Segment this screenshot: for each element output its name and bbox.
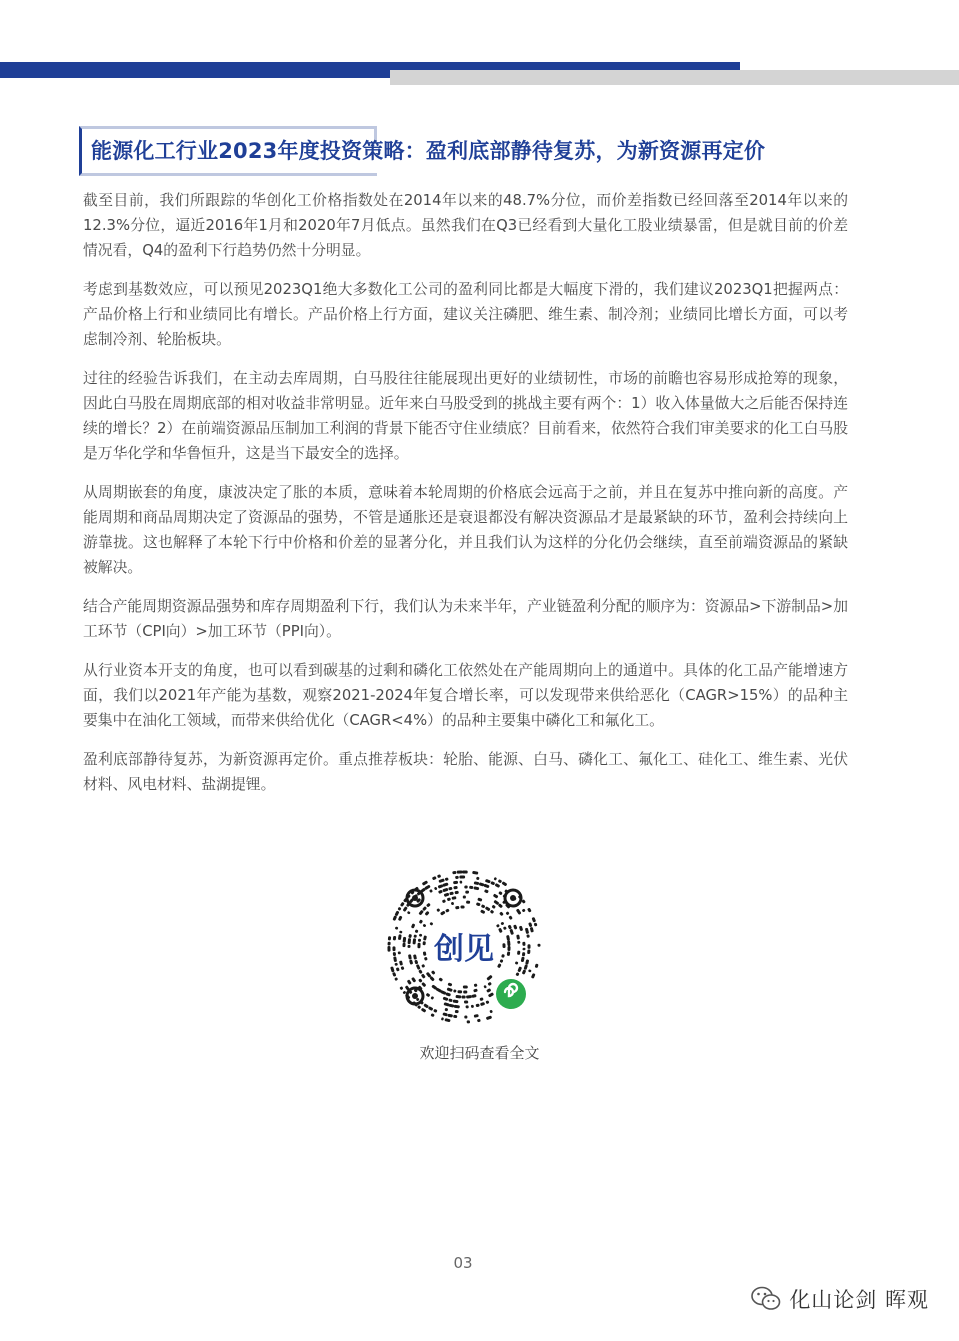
qr-module bbox=[491, 905, 496, 909]
qr-module bbox=[445, 908, 450, 912]
qr-module bbox=[392, 915, 397, 921]
qr-module bbox=[484, 889, 489, 893]
qr-module bbox=[467, 1020, 470, 1023]
qr-module bbox=[509, 929, 514, 935]
qr-module bbox=[493, 900, 499, 906]
qr-module bbox=[403, 937, 407, 943]
qr-module bbox=[432, 876, 437, 880]
qr-module bbox=[455, 1010, 459, 1013]
qr-module bbox=[525, 959, 529, 965]
qr-module bbox=[528, 922, 532, 927]
qr-module bbox=[503, 926, 507, 930]
qr-module bbox=[531, 973, 536, 979]
qr-module bbox=[440, 911, 446, 916]
qr-module bbox=[414, 960, 418, 965]
qr-module bbox=[444, 1008, 448, 1012]
qr-module bbox=[397, 907, 401, 911]
qr-module bbox=[447, 987, 453, 992]
qr-module bbox=[535, 963, 539, 968]
qr-module bbox=[403, 906, 408, 912]
qr-module bbox=[498, 879, 503, 883]
qr-module bbox=[466, 1005, 469, 1008]
qr-module bbox=[453, 989, 456, 993]
qr-module bbox=[463, 990, 467, 993]
qr-module bbox=[442, 888, 448, 893]
qr-module bbox=[471, 994, 476, 998]
header-gray-bar bbox=[390, 70, 959, 85]
qr-module bbox=[430, 1013, 434, 1017]
qr-module bbox=[448, 998, 452, 1002]
qr-module bbox=[460, 905, 464, 908]
qr-module bbox=[401, 966, 405, 970]
qr-module bbox=[444, 1018, 450, 1022]
qr-module bbox=[486, 975, 492, 981]
qr-module bbox=[464, 1015, 467, 1018]
qr-module bbox=[452, 871, 456, 874]
qr-module bbox=[464, 1000, 468, 1003]
qr-module bbox=[447, 897, 451, 901]
qr-module bbox=[462, 996, 466, 999]
qr-module bbox=[522, 948, 525, 951]
qr-module bbox=[418, 939, 421, 942]
qr-module bbox=[411, 923, 415, 928]
qr-module bbox=[486, 1015, 492, 1020]
qr-module bbox=[394, 963, 398, 966]
qr-module bbox=[480, 1002, 485, 1006]
qr-finder-dot bbox=[412, 993, 418, 999]
qr-module bbox=[524, 964, 528, 970]
qr-finder-dot bbox=[510, 895, 516, 901]
qr-module bbox=[423, 1003, 429, 1008]
qr-module bbox=[522, 942, 525, 946]
qr-module bbox=[479, 882, 485, 886]
qr-module bbox=[460, 881, 463, 884]
qr-module bbox=[449, 1004, 455, 1008]
qr-module bbox=[466, 995, 472, 999]
title-box bbox=[79, 126, 879, 176]
qr-module bbox=[537, 944, 540, 947]
qr-module bbox=[474, 983, 478, 987]
qr-module bbox=[459, 875, 465, 878]
qr-module bbox=[455, 995, 461, 999]
qr-module bbox=[465, 891, 469, 894]
qr-module bbox=[442, 882, 448, 887]
qr-module bbox=[438, 878, 445, 883]
qr-module bbox=[392, 946, 395, 951]
qr-module bbox=[522, 969, 527, 974]
mini-program-icon bbox=[496, 979, 526, 1009]
qr-module bbox=[426, 993, 431, 998]
qr-module bbox=[481, 904, 486, 908]
qr-module bbox=[415, 929, 419, 933]
mini-program-qr-code[interactable] bbox=[385, 868, 543, 1026]
qr-module bbox=[422, 880, 428, 886]
wechat-icon bbox=[751, 1286, 781, 1312]
qr-module bbox=[413, 954, 417, 960]
qr-module bbox=[453, 999, 459, 1003]
paragraph: 考虑到基数效应，可以预见2023Q1绝大多数化工公司的盈利同比都是大幅度下滑的，我们建议2023Q1把握两点：产品价格上行和业绩同比有增长。产品价格上行方面，建议关注磷肥、维生素、制冷剂；业绩同比增长方面，可以考虑制冷剂、轮胎板块。 bbox=[83, 281, 848, 348]
qr-module bbox=[434, 887, 438, 891]
qr-finder-dot bbox=[412, 895, 418, 901]
paragraph: 从周期嵌套的角度，康波决定了胀的本质，意味着本轮周期的价格底会远高于之前，并且在复苏中推向新的高度。产能周期和商品周期决定了资源品的强势，不管是通胀还是衰退都没有解决资源品才是最紧缺的环节，盈利会持续向上游靠拢。这也解释了本轮下行中价格和价差的显著分化，并且我们认为这样的分化仍会继续，直至前端资源品的紧缺被解决。 bbox=[83, 484, 848, 576]
qr-module bbox=[392, 972, 396, 977]
qr-module bbox=[445, 992, 451, 996]
qr-module bbox=[418, 969, 423, 974]
qr-module bbox=[393, 952, 396, 956]
qr-module bbox=[521, 957, 525, 963]
qr-module bbox=[502, 943, 505, 948]
qr-module bbox=[400, 902, 405, 907]
qr-module bbox=[418, 978, 423, 983]
qr-module bbox=[508, 915, 512, 920]
qr-module bbox=[515, 961, 519, 965]
qr-module bbox=[498, 891, 503, 895]
qr-module bbox=[527, 908, 532, 913]
qr-module bbox=[516, 934, 520, 939]
qr-module bbox=[519, 926, 523, 932]
qr-logo-text: 创见 bbox=[434, 932, 494, 967]
qr-module bbox=[472, 871, 478, 875]
qr-module bbox=[423, 951, 427, 956]
qr-module bbox=[417, 943, 420, 949]
qr-module bbox=[408, 938, 412, 944]
qr-module bbox=[419, 934, 423, 937]
qr-module bbox=[412, 938, 416, 944]
qr-module bbox=[425, 911, 430, 916]
qr-module bbox=[528, 969, 532, 972]
qr-module bbox=[490, 910, 495, 914]
qr-module bbox=[408, 954, 412, 959]
qr-module bbox=[421, 973, 426, 978]
qr-module bbox=[398, 951, 401, 954]
qr-module bbox=[388, 936, 391, 940]
qr-module bbox=[487, 982, 492, 986]
qr-module bbox=[528, 944, 531, 949]
qr-module bbox=[399, 930, 402, 933]
qr-module bbox=[490, 881, 495, 885]
qr-module bbox=[407, 945, 410, 948]
qr-module bbox=[480, 909, 485, 914]
qr-module bbox=[409, 959, 413, 964]
qr-module bbox=[501, 954, 505, 958]
qr-module bbox=[476, 902, 481, 906]
qr-module bbox=[471, 1005, 474, 1008]
qr-module bbox=[402, 943, 405, 948]
qr-module bbox=[417, 1005, 421, 1009]
qr-module bbox=[476, 1004, 480, 1008]
qr-module bbox=[399, 960, 403, 965]
qr-module bbox=[522, 908, 526, 912]
qr-module bbox=[423, 941, 426, 945]
qr-caption: 欢迎扫码查看全文 bbox=[419, 1044, 540, 1062]
qr-module bbox=[428, 1006, 434, 1011]
qr-module bbox=[488, 992, 494, 997]
qr-module bbox=[463, 985, 468, 988]
qr-module bbox=[455, 876, 459, 879]
qr-module bbox=[429, 889, 433, 893]
qr-module bbox=[493, 877, 497, 881]
qr-module bbox=[407, 979, 412, 985]
qr-module bbox=[387, 946, 390, 952]
qr-module bbox=[445, 877, 449, 881]
qr-module bbox=[419, 919, 423, 924]
qr-module bbox=[430, 996, 434, 1000]
paragraph: 结合产能周期资源品强势和库存周期盈利下行，我们认为未来半年，产业链盈利分配的顺序为：资源品>下游制品>加工环节（CPI向）>加工环节（PPI向）。 bbox=[83, 598, 848, 640]
qr-module bbox=[457, 990, 462, 993]
qr-module bbox=[483, 985, 487, 989]
qr-module bbox=[451, 896, 456, 900]
qr-module bbox=[474, 1014, 479, 1018]
qr-module bbox=[395, 926, 399, 929]
qr-module bbox=[495, 883, 501, 888]
qr-code-image bbox=[385, 868, 543, 1026]
qr-module bbox=[455, 891, 459, 895]
qr-module bbox=[526, 934, 530, 938]
qr-module bbox=[437, 874, 441, 878]
qr-module bbox=[436, 908, 440, 912]
qr-module bbox=[507, 946, 510, 951]
qr-module bbox=[457, 870, 463, 873]
qr-module bbox=[463, 896, 466, 899]
qr-module bbox=[443, 997, 449, 1002]
qr-module bbox=[485, 906, 491, 911]
qr-module bbox=[469, 886, 473, 889]
qr-module bbox=[407, 911, 411, 915]
qr-module bbox=[497, 963, 502, 968]
qr-module bbox=[416, 964, 421, 970]
qr-module bbox=[447, 1014, 453, 1018]
qr-module bbox=[394, 910, 399, 916]
qr-module bbox=[441, 1017, 444, 1021]
paragraph: 盈利底部静待复苏，为新资源再定价。重点推荐板块：轮胎、能源、白马、磷化工、氟化工、硅化工、维生素、光伏材料、风电材料、盐湖提锂。 bbox=[83, 751, 848, 793]
qr-module bbox=[508, 925, 512, 930]
qr-module bbox=[398, 934, 402, 940]
qr-module bbox=[451, 902, 454, 906]
qr-module bbox=[444, 893, 450, 897]
qr-module bbox=[421, 964, 425, 968]
qr-module bbox=[507, 940, 510, 946]
qr-module bbox=[517, 941, 520, 944]
qr-module bbox=[501, 881, 507, 886]
qr-module bbox=[516, 908, 522, 914]
qr-module bbox=[422, 906, 427, 911]
qr-module bbox=[453, 886, 457, 890]
article-body bbox=[83, 188, 848, 811]
qr-module bbox=[449, 891, 454, 895]
qr-module bbox=[517, 966, 522, 972]
qr-module bbox=[498, 928, 503, 933]
qr-module bbox=[394, 977, 398, 981]
qr-module bbox=[453, 881, 458, 885]
qr-module bbox=[466, 901, 470, 904]
qr-module bbox=[507, 951, 511, 956]
qr-module bbox=[476, 877, 480, 881]
page-number: 03 bbox=[453, 1254, 473, 1272]
qr-module bbox=[448, 887, 452, 891]
qr-module bbox=[485, 1000, 489, 1004]
qr-module bbox=[477, 897, 482, 901]
qr-module bbox=[532, 917, 537, 923]
qr-module bbox=[500, 922, 504, 926]
qr-module bbox=[398, 915, 403, 921]
qr-module bbox=[500, 959, 504, 963]
qr-module bbox=[483, 884, 489, 889]
qr-module bbox=[431, 970, 436, 975]
qr-module bbox=[418, 910, 424, 916]
page-title: 能源化工行业2023年度投资策略：盈利底部静待复苏，为新资源再定价 bbox=[91, 139, 766, 163]
qr-module bbox=[517, 951, 520, 955]
qr-module bbox=[455, 906, 459, 910]
qr-module bbox=[426, 903, 431, 908]
qr-module bbox=[522, 952, 525, 956]
qr-module bbox=[493, 894, 499, 899]
qr-module bbox=[496, 924, 500, 928]
qr-module bbox=[479, 997, 483, 1001]
paragraph: 截至目前，我们所跟踪的华创化工价格指数处在2014年以来的48.7%分位，而价差指数已经回落至2014年以来的12.3%分位，逼近2016年1月和2020年7月低点。虽然我们在Q3已经看到大量化工股业绩暴雷，但是就目前的价差情况看，Q4的盈利下行趋势仍然十分明显。 bbox=[83, 192, 848, 259]
qr-module bbox=[408, 934, 412, 938]
qr-module bbox=[499, 911, 504, 916]
qr-module bbox=[474, 881, 480, 885]
qr-module bbox=[423, 935, 427, 940]
qr-module bbox=[527, 949, 530, 954]
qr-module bbox=[442, 899, 446, 903]
qr-module bbox=[429, 922, 433, 926]
qr-module bbox=[390, 966, 395, 972]
qr-module bbox=[454, 1005, 460, 1009]
qr-module bbox=[393, 956, 397, 962]
qr-module bbox=[525, 928, 529, 934]
qr-module bbox=[513, 924, 517, 929]
paragraph: 从行业资本开支的角度，也可以看到碳基的过剩和磷化工依然处在产能周期向上的通道中。具体的化工品产能增速方面，我们以2021年产能为基数，观察2021-2024年复合增长率，可以发现带来供给恶化（CAGR>15%）的品种主要集中在油化工领域，而带来供给优化（CAGR<4%）的品种主要集中磷化工和氟化工。 bbox=[83, 662, 848, 729]
qr-module bbox=[473, 886, 479, 890]
qr-module bbox=[421, 982, 426, 987]
watermark-text: 化山论剑 晖观 bbox=[789, 1288, 929, 1312]
qr-module bbox=[442, 1012, 448, 1016]
qr-module bbox=[489, 1010, 493, 1014]
qr-module bbox=[473, 989, 478, 993]
qr-module bbox=[393, 936, 397, 941]
qr-module bbox=[424, 957, 428, 961]
qr-module bbox=[506, 935, 510, 941]
qr-module bbox=[411, 977, 416, 983]
qr-module bbox=[433, 1009, 437, 1013]
qr-module bbox=[396, 967, 400, 971]
qr-module bbox=[453, 1015, 457, 1018]
qr-module bbox=[413, 934, 417, 938]
qr-module bbox=[448, 982, 453, 986]
qr-module bbox=[515, 972, 519, 976]
qr-module bbox=[423, 924, 427, 928]
qr-module bbox=[485, 879, 491, 884]
qr-module bbox=[534, 923, 538, 927]
qr-module bbox=[505, 911, 509, 915]
qr-module bbox=[443, 1002, 449, 1007]
watermark bbox=[751, 1284, 929, 1314]
qr-module bbox=[388, 942, 391, 946]
qr-module bbox=[462, 870, 468, 873]
qr-module bbox=[421, 1008, 427, 1013]
qr-module bbox=[438, 890, 443, 894]
paragraph: 过往的经验告诉我们，在主动去库周期，白马股往往能展现出更好的业绩韧性，市场的前瞻也容易形成抢筹的现象，因此白马股在周期底部的相对收益非常明显。近年来白马股受到的挑战主要有两个：1）收入体量做大之后能否保持连续的增长？2）在前端资源品压制加工利润的背景下能否守住业绩底？目前看来，依然符合我们审美要求的化工白马股是万华化学和华鲁恒升，这是当下最安全的选择。 bbox=[83, 370, 848, 462]
qr-module bbox=[399, 986, 403, 990]
qr-module bbox=[438, 977, 443, 982]
qr-logo bbox=[433, 932, 494, 967]
qr-module bbox=[477, 1019, 481, 1023]
qr-module bbox=[438, 884, 444, 889]
qr-module bbox=[530, 927, 534, 933]
qr-module bbox=[464, 885, 468, 888]
qr-module bbox=[486, 988, 491, 993]
